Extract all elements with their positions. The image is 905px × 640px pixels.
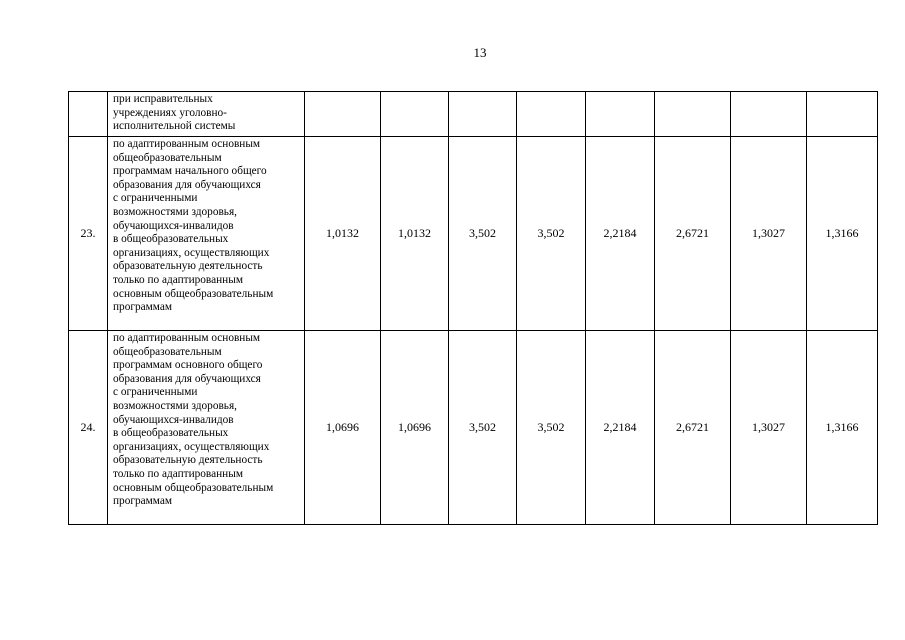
table-row	[69, 92, 878, 137]
value-cell: 1,3027	[731, 137, 807, 331]
value-cell: 1,0696	[381, 331, 449, 525]
value-cell: 3,502	[449, 137, 517, 331]
value-cell: 2,2184	[586, 137, 655, 331]
value-cell: 2,2184	[586, 331, 655, 525]
value-cell	[731, 92, 807, 137]
value-cell: 1,3027	[731, 331, 807, 525]
value-cell: 3,502	[449, 331, 517, 525]
table-row	[69, 137, 878, 331]
value-cell	[807, 92, 878, 137]
row-number-cell: 23.	[69, 137, 108, 331]
value-cell	[305, 92, 381, 137]
row-description-cell: по адаптированным основным общеобразовательным программам основного общего образования для обучающихся с ограниченными возможностями здоровья, обучающихся-инвалидов в общеобразовательных организациях, осуществляющих образовательную деятельность только по адаптированным основным общеобразовательным программам	[108, 331, 305, 525]
row-description-cell: при исправительных учреждениях уголовно- исполнительной системы	[108, 92, 305, 137]
value-cell	[655, 92, 731, 137]
table-row	[69, 331, 878, 525]
value-cell: 1,3166	[807, 137, 878, 331]
value-cell	[381, 92, 449, 137]
row-number-cell	[69, 92, 108, 137]
value-cell: 2,6721	[655, 137, 731, 331]
row-number-cell: 24.	[69, 331, 108, 525]
value-cell: 1,0132	[305, 137, 381, 331]
row-description-cell: по адаптированным основным общеобразовательным программам начального общего образования для обучающихся с ограниченными возможностями здоровья, обучающихся-инвалидов в общеобразовательных организациях, осуществляющих образовательную деятельность только по адаптированным основным общеобразовательным программам	[108, 137, 305, 331]
value-cell	[517, 92, 586, 137]
value-cell: 1,0132	[381, 137, 449, 331]
value-cell: 3,502	[517, 137, 586, 331]
value-cell: 2,6721	[655, 331, 731, 525]
value-cell	[449, 92, 517, 137]
page-number: 13	[473, 45, 487, 60]
data-table	[68, 91, 878, 525]
value-cell: 1,3166	[807, 331, 878, 525]
value-cell	[586, 92, 655, 137]
value-cell: 3,502	[517, 331, 586, 525]
value-cell: 1,0696	[305, 331, 381, 525]
